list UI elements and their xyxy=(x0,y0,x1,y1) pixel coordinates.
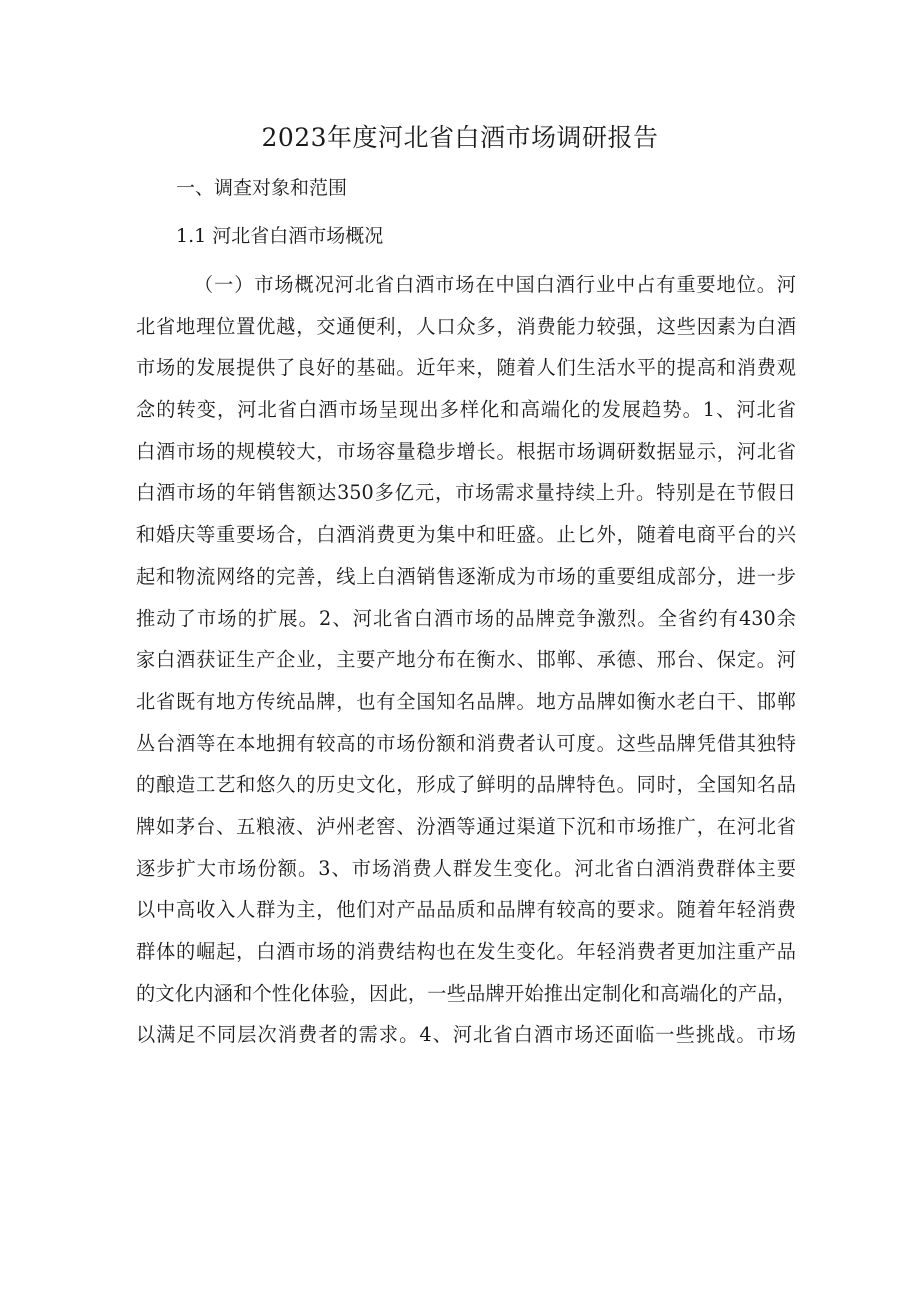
body-line: 家白酒获证生产企业，主要产地分布在衡水、邯郸、承德、邢台、保定。河 xyxy=(136,648,796,672)
body-line: 白酒市场的年销售额达350多亿元，市场需求量持续上升。特别是在节假日 xyxy=(136,481,796,505)
body-line: 市场的发展提供了良好的基础。近年来，随着人们生活水平的提高和消费观 xyxy=(136,356,796,380)
body-line: 北省地理位置优越，交通便利，人口众多，消费能力较强，这些因素为白酒 xyxy=(136,314,796,338)
body-line: 的酿造工艺和悠久的历史文化，形成了鲜明的品牌特色。同时，全国知名品 xyxy=(136,773,796,797)
section-heading: 一、调查对象和范围 xyxy=(176,177,348,199)
body-line: （一）市场概况河北省白酒市场在中国白酒行业中占有重要地位。河 xyxy=(194,273,796,296)
body-line: 和婚庆等重要场合，白酒消费更为集中和旺盛。止匕外，随着电商平台的兴 xyxy=(136,523,796,547)
body-line: 北省既有地方传统品牌，也有全国知名品牌。地方品牌如衡水老白干、邯郸 xyxy=(136,689,796,713)
body-line: 起和物流网络的完善，线上白酒销售逐渐成为市场的重要组成部分，进一步 xyxy=(136,564,796,588)
body-line: 念的转变，河北省白酒市场呈现出多样化和高端化的发展趋势。1、河北省 xyxy=(136,398,796,422)
body-line: 以满足不同层次消费者的需求。4、河北省白酒市场还面临一些挑战。市场 xyxy=(136,1023,796,1047)
body-line: 逐步扩大市场份额。3、市场消费人群发生变化。河北省白酒消费群体主要 xyxy=(136,856,796,880)
body-line: 的文化内涵和个性化体验，因此，一些品牌开始推出定制化和高端化的产品， xyxy=(136,981,796,1005)
body-line: 推动了市场的扩展。2、河北省白酒市场的品牌竞争激烈。全省约有430余 xyxy=(136,606,796,630)
document-title: 2023年度河北省白酒市场调研报告 xyxy=(261,123,659,152)
body-line: 丛台酒等在本地拥有较高的市场份额和消费者认可度。这些品牌凭借其独特 xyxy=(136,731,796,755)
body-line: 白酒市场的规模较大，市场容量稳步增长。根据市场调研数据显示，河北省 xyxy=(136,439,796,463)
subsection-heading: 1.1 河北省白酒市场概况 xyxy=(176,225,384,247)
body-line: 群体的崛起，白酒市场的消费结构也在发生变化。年轻消费者更加注重产品 xyxy=(136,940,796,963)
body-line: 牌如茅台、五粮液、泸州老窖、汾酒等通过渠道下沉和市场推广，在河北省 xyxy=(136,814,796,838)
body-line: 以中高收入人群为主，他们对产品品质和品牌有较高的要求。随着年轻消费 xyxy=(136,898,796,922)
body-paragraph xyxy=(136,264,796,1056)
